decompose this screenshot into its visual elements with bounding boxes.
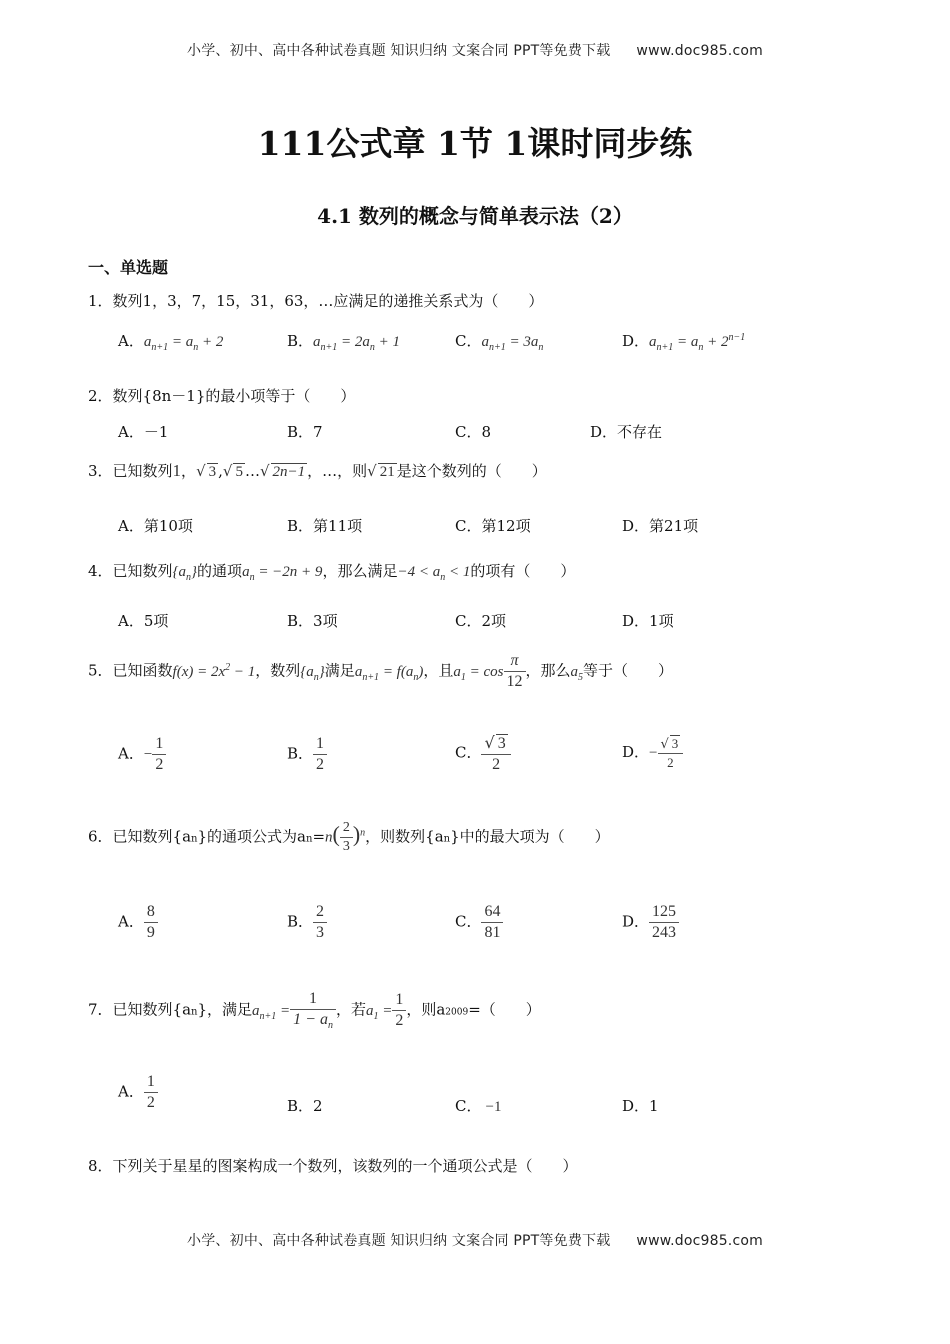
q7-sub-2009: 2009 bbox=[445, 1007, 469, 1018]
q4-set: $\{a_n\}$ bbox=[172, 564, 198, 583]
option-label: A． bbox=[118, 912, 144, 931]
q2-option-d[interactable]: D．不存在 bbox=[590, 423, 663, 441]
q6-exponent: n bbox=[360, 827, 366, 839]
q7-option-c[interactable] bbox=[455, 1095, 501, 1116]
question-1-stem: 1．数列1，3，7，15，31，63，…应满足的递推关系式为（ ） bbox=[88, 292, 544, 310]
q1-option-a[interactable] bbox=[118, 330, 223, 353]
q6-text-pre: 6．已知数列{a bbox=[88, 827, 192, 846]
q7-text-post: =（ ） bbox=[468, 1000, 541, 1019]
q3-text-pre: 3．已知数列 bbox=[88, 462, 173, 480]
q6-text-post2: }中的最大项为（ ） bbox=[450, 827, 610, 846]
q7-c-value: −1 bbox=[485, 1099, 502, 1115]
question-8-stem: 8．下列关于星星的图案构成一个数列，该数列的一个通项公式是（ ） bbox=[88, 1157, 578, 1175]
q5-text-post: 等于（ ） bbox=[583, 661, 674, 680]
q4-text-post: 的项有（ ） bbox=[470, 562, 576, 580]
q1-c-math: $a_{n+1} = 3a_n$ bbox=[481, 334, 544, 353]
q4-text-mid1: 的通项 bbox=[197, 562, 243, 580]
q5-text-pre: 5．已知函数 bbox=[88, 661, 173, 680]
frac-1-2: $\frac{1}{2}$ bbox=[144, 1073, 158, 1112]
q7-option-a[interactable] bbox=[118, 1073, 158, 1112]
q1-option-c[interactable] bbox=[455, 330, 543, 353]
page-subtitle: 4.1 数列的概念与简单表示法（2） bbox=[317, 204, 633, 228]
frac-sqrt3-2: $\frac{√ 3}{2}$ bbox=[481, 733, 510, 774]
q6-n: n bbox=[325, 829, 333, 846]
q7-text-mid2: ，若 bbox=[335, 1000, 366, 1019]
q3-text-mid: ，…，则 bbox=[307, 462, 368, 480]
option-label: C． bbox=[455, 743, 482, 762]
q1-a-math: $a_{n+1} = a_n + 2$ bbox=[143, 334, 224, 353]
q6-option-a[interactable] bbox=[118, 903, 158, 942]
q4-inequality: $-4 < a_n < 1$ bbox=[397, 564, 471, 583]
q4-formula: $a_n = -2n + 9$ bbox=[242, 564, 323, 583]
page-title: 111公式章 1节 1课时同步练 bbox=[257, 124, 693, 163]
q3-option-a[interactable]: A．第10项 bbox=[118, 517, 193, 535]
q4-text-mid2: ，那么满足 bbox=[322, 562, 398, 580]
page-footer bbox=[0, 1230, 950, 1250]
q3-comma: ， bbox=[181, 462, 197, 480]
q7-lhs: $a_{n+1}$ = bbox=[252, 1002, 291, 1022]
q7-text-mid1: }，满足 bbox=[197, 1000, 253, 1019]
q5-option-a[interactable] bbox=[118, 735, 166, 774]
q7-fraction: $\frac{1}{1 - a_n}$ bbox=[290, 990, 336, 1031]
frac-sqrt3-2: $\frac{√ 3}{2}$ bbox=[658, 735, 684, 771]
frac-1-2: $\frac{1}{2}$ bbox=[313, 735, 327, 774]
footer-text: 小学、初中、高中各种试卷真题 知识归纳 文案合同 PPT等免费下载 bbox=[187, 1233, 611, 1249]
q6-option-c[interactable] bbox=[455, 903, 503, 942]
q4-option-a[interactable]: A．5项 bbox=[118, 612, 169, 630]
q6-sub: n bbox=[191, 833, 198, 845]
q5-text-mid2: 满足 bbox=[324, 661, 355, 680]
q5-pi-over-12: $\frac{\pi}{12}$ bbox=[504, 652, 526, 691]
q2-option-b[interactable]: B．7 bbox=[287, 423, 323, 441]
q3-term-1: 1 bbox=[172, 461, 182, 480]
q3-sqrt5: √ 5 bbox=[222, 462, 243, 480]
option-label: D． bbox=[622, 332, 650, 350]
page-header bbox=[0, 40, 950, 60]
q7-text-mid3: ，则a bbox=[406, 1000, 446, 1019]
question-5-stem bbox=[88, 652, 673, 691]
q1-d-math: $a_{n+1} = a_n + 2^{n-1}$ bbox=[649, 332, 746, 353]
q7-text-pre: 7．已知数列{a bbox=[88, 1000, 192, 1019]
frac-1-2: $\frac{1}{2}$ bbox=[152, 735, 166, 774]
q4-option-d[interactable]: D．1项 bbox=[622, 612, 674, 630]
option-label: A． bbox=[118, 332, 144, 350]
q5-a1: $a_1 = \cos$ bbox=[453, 663, 504, 683]
option-label: C． bbox=[455, 1097, 482, 1115]
q6-text-mid2: = bbox=[312, 827, 326, 846]
question-3-stem: 3．已知数列1，√ 3 ,√ 5 …√ 2n−1 ，…，则√ 21 是这个数列的（ ） bbox=[88, 461, 547, 480]
q3-sqrt-2n-1: √ 2n−1 bbox=[259, 462, 306, 480]
q4-option-c[interactable]: C．2项 bbox=[455, 612, 507, 630]
q3-dots: … bbox=[244, 462, 260, 480]
q7-half: $\frac{1}{2}$ bbox=[392, 991, 406, 1030]
q5-text-mid1: ，数列 bbox=[255, 661, 301, 680]
q6-text-mid1: }的通项公式为a bbox=[197, 827, 306, 846]
q5-option-b[interactable] bbox=[287, 735, 327, 774]
q5-text-mid3: ，且 bbox=[423, 661, 454, 680]
option-label: B． bbox=[287, 744, 314, 763]
q3-option-d[interactable]: D．第21项 bbox=[622, 517, 699, 535]
neg-sign: − bbox=[649, 745, 658, 761]
q5-set: $\{a_n\}$ bbox=[300, 663, 325, 683]
q7-a1: $a_1$ = bbox=[365, 1002, 393, 1022]
q3-sqrt3: √ 3 bbox=[196, 462, 217, 480]
frac: $\frac{64}{81}$ bbox=[481, 903, 503, 942]
q6-text-post1: ，则数列{a bbox=[365, 827, 444, 846]
option-label: B． bbox=[287, 912, 314, 931]
q4-text-pre: 4．已知数列 bbox=[88, 562, 173, 580]
neg-sign: − bbox=[143, 746, 153, 763]
q6-option-d[interactable] bbox=[622, 903, 679, 942]
frac: $\frac{2}{3}$ bbox=[313, 903, 327, 942]
q7-sub: n bbox=[191, 1006, 198, 1018]
question-4-stem bbox=[88, 560, 575, 583]
q5-recurrence: $a_{n+1} = f(a_n)$ bbox=[354, 663, 424, 683]
q1-option-d[interactable] bbox=[622, 330, 745, 353]
q5-text-mid4: ，那么 bbox=[525, 661, 571, 680]
section-heading: 一、单选题 bbox=[88, 258, 169, 277]
q4-option-b[interactable]: B．3项 bbox=[287, 612, 338, 630]
q6-sub: n bbox=[443, 833, 451, 845]
option-label: A． bbox=[118, 744, 144, 763]
frac: $\frac{125}{243}$ bbox=[649, 903, 679, 942]
question-6-stem: 6．已知数列{an}的通项公式为an=n( $\frac{2}{3}$ )$^n$，则数列{an}中的最大项为（ ） bbox=[88, 820, 610, 854]
q5-option-c[interactable] bbox=[455, 733, 511, 774]
q3-option-c[interactable]: C．第12项 bbox=[455, 517, 531, 535]
q3-sqrt21: √ 21 bbox=[367, 462, 395, 480]
question-2-stem: 2．数列{8n－1}的最小项等于（ ） bbox=[88, 387, 356, 405]
header-site[interactable]: www.doc985.com bbox=[636, 43, 763, 59]
q1-b-math: $a_{n+1} = 2a_n + 1$ bbox=[313, 334, 401, 353]
q2-option-a[interactable]: A．－1 bbox=[118, 423, 169, 441]
q7-option-b[interactable]: B．2 bbox=[287, 1097, 323, 1115]
option-label: A． bbox=[118, 1082, 144, 1101]
q5-a5: $a_5$ bbox=[570, 663, 584, 683]
q6-sub: n bbox=[305, 833, 313, 845]
q2-option-c[interactable]: C．8 bbox=[455, 423, 492, 441]
frac: $\frac{8}{9}$ bbox=[144, 903, 158, 942]
q5-function: $f(x) = 2x^2 - 1$ bbox=[172, 661, 256, 680]
option-label: C． bbox=[455, 332, 482, 350]
header-text: 小学、初中、高中各种试卷真题 知识归纳 文案合同 PPT等免费下载 bbox=[187, 43, 611, 59]
q5-option-d[interactable] bbox=[622, 735, 683, 771]
question-7-stem bbox=[88, 990, 541, 1031]
q6-option-b[interactable] bbox=[287, 903, 327, 942]
option-label: D． bbox=[622, 912, 650, 931]
q3-option-b[interactable]: B．第11项 bbox=[287, 517, 363, 535]
footer-site[interactable]: www.doc985.com bbox=[636, 1233, 763, 1249]
option-label: B． bbox=[287, 332, 314, 350]
q3-text-post: 是这个数列的（ ） bbox=[396, 462, 547, 480]
q7-option-d[interactable]: D．1 bbox=[622, 1097, 659, 1115]
option-label: D． bbox=[622, 743, 650, 761]
q1-option-b[interactable] bbox=[287, 330, 400, 353]
q6-frac-2-3: $\frac{2}{3}$ bbox=[340, 820, 353, 855]
option-label: C． bbox=[455, 912, 482, 931]
